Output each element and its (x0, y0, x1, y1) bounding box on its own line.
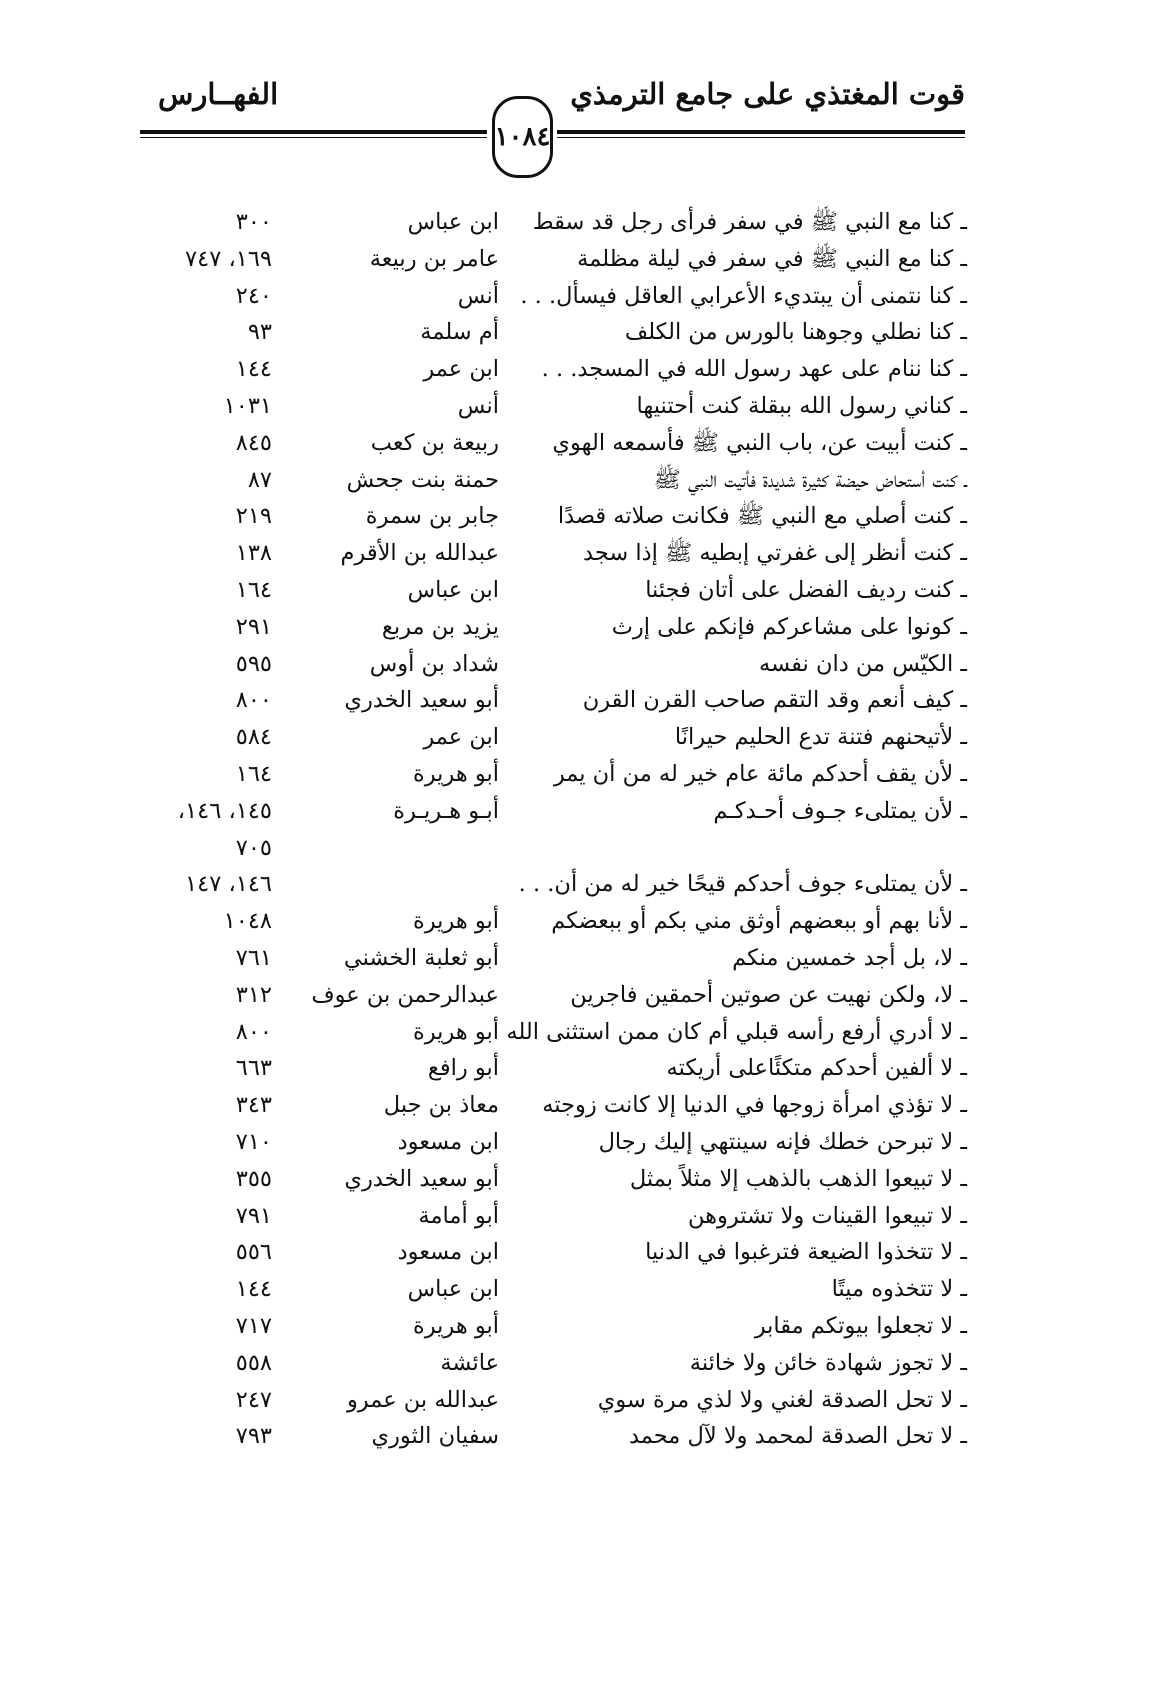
hadith-text: ـ كنت رديف الفضل على أتان فجئنا (645, 577, 967, 603)
hadith-text: ـ لا تحل الصدقة لغني ولا لذي مرة سوي (597, 1386, 967, 1413)
narrator-name: عائشة (440, 1349, 499, 1376)
page-refs: ٨٠٠ (235, 687, 272, 714)
narrator-name: أنس (457, 393, 499, 419)
index-row (0, 277, 1157, 315)
hadith-text: ـ لأتيحنهم فتنة تدع الحليم حيرانًا (674, 724, 967, 751)
narrator-name: ابن مسعود (397, 1129, 499, 1155)
narrator-name: أبو هريرة (412, 1018, 499, 1045)
narrator-name: معاذ بن جبل (383, 1092, 499, 1119)
page-refs: ٥٥٨ (235, 1349, 272, 1376)
narrator-name: حمنة بنت جحش (346, 466, 499, 493)
page-refs: ١٣٨ (235, 540, 272, 567)
narrator-name: ابن عمر (423, 356, 499, 383)
hadith-text: ـ لا، بل أجد خمسين منكم (732, 945, 967, 971)
hadith-text: ـ لا تؤذي امرأة زوجها في الدنيا إلا كانت زوجته (542, 1092, 967, 1119)
index-row (0, 1086, 1157, 1124)
narrator-name: أبو رافع (427, 1055, 499, 1082)
page-refs: ٧١٧ (235, 1313, 272, 1339)
narrator-name: أبو هريرة (412, 761, 499, 787)
index-row (0, 792, 1157, 830)
hadith-text: ـ كيف أنعم وقد التقم صاحب القرن القرن (582, 687, 967, 714)
page-refs: ٥٨٤ (235, 724, 272, 751)
hadith-text: ـ كونوا على مشاعركم فإنكم على إرث (611, 613, 967, 640)
hadith-text: ـ كنت أستحاض حيضة كثيرة شديدة فأتيت النبي ﷺ (653, 466, 967, 493)
index-row (0, 645, 1157, 683)
page-refs: ١٤٦، ١٤٧ (185, 871, 272, 898)
page-refs: ٨٤٥ (235, 429, 272, 456)
index-row (0, 865, 1157, 903)
page-refs: ٧٩١ (235, 1202, 272, 1229)
narrator-name: أبـو هـريـرة (393, 797, 499, 824)
index-row (0, 829, 1157, 867)
index-row (0, 902, 1157, 940)
index-row (0, 387, 1157, 425)
hadith-text: ـ لا تتخذوه ميتًا (831, 1276, 967, 1303)
book-title: قوت المغتذي على جامع الترمذي (570, 77, 965, 111)
narrator-name: ابن عباس (407, 577, 499, 603)
narrator-name: أبو سعيد الخدري (344, 687, 499, 714)
page-refs: ٢٤٧ (235, 1386, 272, 1413)
page-number: ١٠٨٤ (492, 96, 553, 178)
index-row (0, 571, 1157, 609)
index-row (0, 313, 1157, 351)
page-refs: ٩٣ (247, 319, 272, 346)
index-row (0, 497, 1157, 535)
index-row (0, 1049, 1157, 1087)
narrator-name: أبو أمامة (418, 1202, 499, 1229)
index-row (0, 608, 1157, 646)
index-row (0, 461, 1157, 499)
index-row (0, 1197, 1157, 1235)
page-refs: ٧٩٣ (235, 1423, 272, 1450)
hadith-text: ـ كنا نطلي وجوهنا بالورس من الكلف (624, 319, 967, 346)
index-row (0, 755, 1157, 793)
hadith-text: ـ لا تجعلوا بيوتكم مقابر (754, 1313, 967, 1339)
hadith-text: ـ لأن يقف أحدكم مائة عام خير له من أن يمر (553, 761, 967, 787)
page-refs: ٢٩١ (235, 613, 272, 640)
page-refs: ١٤٥، ١٤٦، (177, 797, 272, 824)
header-rule-right-thin (557, 137, 965, 138)
hadith-text: ـ كنا مع النبي ﷺ في سفر في ليلة مظلمة (577, 245, 967, 272)
index-row (0, 681, 1157, 719)
narrator-name: أبو ثعلبة الخشني (343, 945, 499, 971)
page-refs: ٧٦١ (235, 945, 272, 971)
hadith-text: ـ كنا ننام على عهد رسول الله في المسجد. . . (541, 356, 967, 383)
page-refs: ١٠٤٨ (223, 908, 272, 935)
page-refs: ٧٠٥ (235, 834, 272, 861)
narrator-name: أبو هريرة (412, 908, 499, 935)
page-refs: ٢٤٠ (235, 282, 272, 309)
page-refs: ١٤٤ (235, 1276, 272, 1303)
narrator-name: جابر بن سمرة (365, 503, 499, 530)
hadith-text: ـ لا تحل الصدقة لمحمد ولا لآل محمد (628, 1423, 967, 1450)
narrator-name: ابن عمر (423, 724, 499, 751)
hadith-text: ـ لا ألفين أحدكم متكئًاعلى أريكته (666, 1055, 967, 1082)
narrator-name: أبو هريرة (412, 1313, 499, 1339)
section-title: الفهــارس (158, 77, 279, 111)
index-row (0, 1381, 1157, 1419)
page-refs: ٥٩٥ (235, 650, 272, 677)
narrator-name: أم سلمة (420, 319, 499, 346)
page-refs: ٨٧ (247, 466, 272, 493)
narrator-name: شداد بن أوس (369, 650, 499, 677)
index-row (0, 1344, 1157, 1382)
hadith-text: ـ لأن يمتلىء جـوف أحـدكـم (713, 797, 967, 824)
hadith-text: ـ لا، ولكن نهيت عن صوتين أحمقين فاجرين (570, 981, 967, 1008)
hadith-text: ـ الكيّس من دان نفسه (759, 650, 967, 677)
page-refs: ٥٥٦ (235, 1239, 272, 1266)
hadith-text: ـ كنا مع النبي ﷺ في سفر فرأى رجل قد سقط (532, 209, 967, 235)
narrator-name: عبدالله بن عمرو (346, 1386, 499, 1413)
page-refs: ١٠٣١ (223, 393, 272, 419)
hadith-text: ـ كنت أبيت عن، باب النبي ﷺ فأسمعه الهوي (552, 429, 967, 456)
index-row (0, 1123, 1157, 1161)
index-row (0, 240, 1157, 278)
hadith-text: ـ لا تتخذوا الضيعة فترغبوا في الدنيا (645, 1239, 967, 1266)
page-refs: ٦٦٣ (235, 1055, 272, 1082)
narrator-name: ربيعة بن كعب (370, 429, 499, 456)
index-row (0, 718, 1157, 756)
index-row (0, 1270, 1157, 1308)
hadith-text: ـ كنت أنظر إلى غفرتي إبطيه ﷺ إذا سجد (583, 540, 967, 567)
hadith-text: ـ كنا نتمنى أن يبتديء الأعرابي العاقل فيسأل. . . (520, 282, 967, 309)
index-row (0, 203, 1157, 241)
narrator-name: عامر بن ربيعة (369, 245, 499, 272)
page-refs: ١٤٤ (235, 356, 272, 383)
hadith-text: ـ لأنا بهم أو ببعضهم أوثق مني بكم أو ببعضكم (551, 908, 967, 935)
narrator-name: أنس (457, 282, 499, 309)
narrator-name: عبدالله بن الأقرم (340, 540, 499, 567)
index-row (0, 1307, 1157, 1345)
hadith-text: ـ لا أدري أرفع رأسه قبلي أم كان ممن استثنى الله (506, 1018, 967, 1045)
index-row (0, 1417, 1157, 1455)
narrator-name: يزيد بن مربع (381, 613, 499, 640)
index-row (0, 976, 1157, 1014)
index-row (0, 534, 1157, 572)
hadith-text: ـ لا تبرحن خطك فإنه سينتهي إليك رجال (598, 1129, 967, 1155)
page-refs: ٣٠٠ (235, 209, 272, 235)
page-refs: ٣١٢ (235, 981, 272, 1008)
page-refs: ٢١٩ (235, 503, 272, 530)
hadith-text: ـ لا تجوز شهادة خائن ولا خائنة (689, 1349, 967, 1376)
index-row (0, 1013, 1157, 1051)
index-row (0, 424, 1157, 462)
index-row (0, 939, 1157, 977)
page-refs: ٧١٠ (235, 1129, 272, 1155)
page-refs: ٨٠٠ (235, 1018, 272, 1045)
header-rule-left-thin (140, 137, 487, 138)
narrator-name: ابن عباس (407, 209, 499, 235)
hadith-text: ـ لا تبيعوا الذهب بالذهب إلا مثلاً بمثل (629, 1165, 967, 1192)
index-row (0, 1233, 1157, 1271)
hadith-text: ـ كناني رسول الله ببقلة كنت أحتنيها (636, 393, 967, 419)
header-rule-right (557, 130, 965, 134)
hadith-text: ـ لأن يمتلىء جوف أحدكم قيحًا خير له من أن. . . (518, 871, 967, 898)
narrator-name: ابن مسعود (397, 1239, 499, 1266)
page-refs: ١٦٩، ٧٤٧ (185, 245, 272, 272)
page-refs: ١٦٤ (235, 577, 272, 603)
narrator-name: ابن عباس (407, 1276, 499, 1303)
index-row (0, 350, 1157, 388)
index-row (0, 1160, 1157, 1198)
hadith-text: ـ لا تبيعوا القينات ولا تشتروهن (688, 1202, 967, 1229)
narrator-name: أبو سعيد الخدري (344, 1165, 499, 1192)
narrator-name: سفيان الثوري (371, 1423, 499, 1450)
page-refs: ٣٥٥ (235, 1165, 272, 1192)
page-refs: ٣٤٣ (235, 1092, 272, 1119)
narrator-name: عبدالرحمن بن عوف (311, 981, 499, 1008)
hadith-text: ـ كنت أصلي مع النبي ﷺ فكانت صلاته قصدًا (557, 503, 967, 530)
page-refs: ١٦٤ (235, 761, 272, 787)
header-rule-left (140, 130, 487, 134)
